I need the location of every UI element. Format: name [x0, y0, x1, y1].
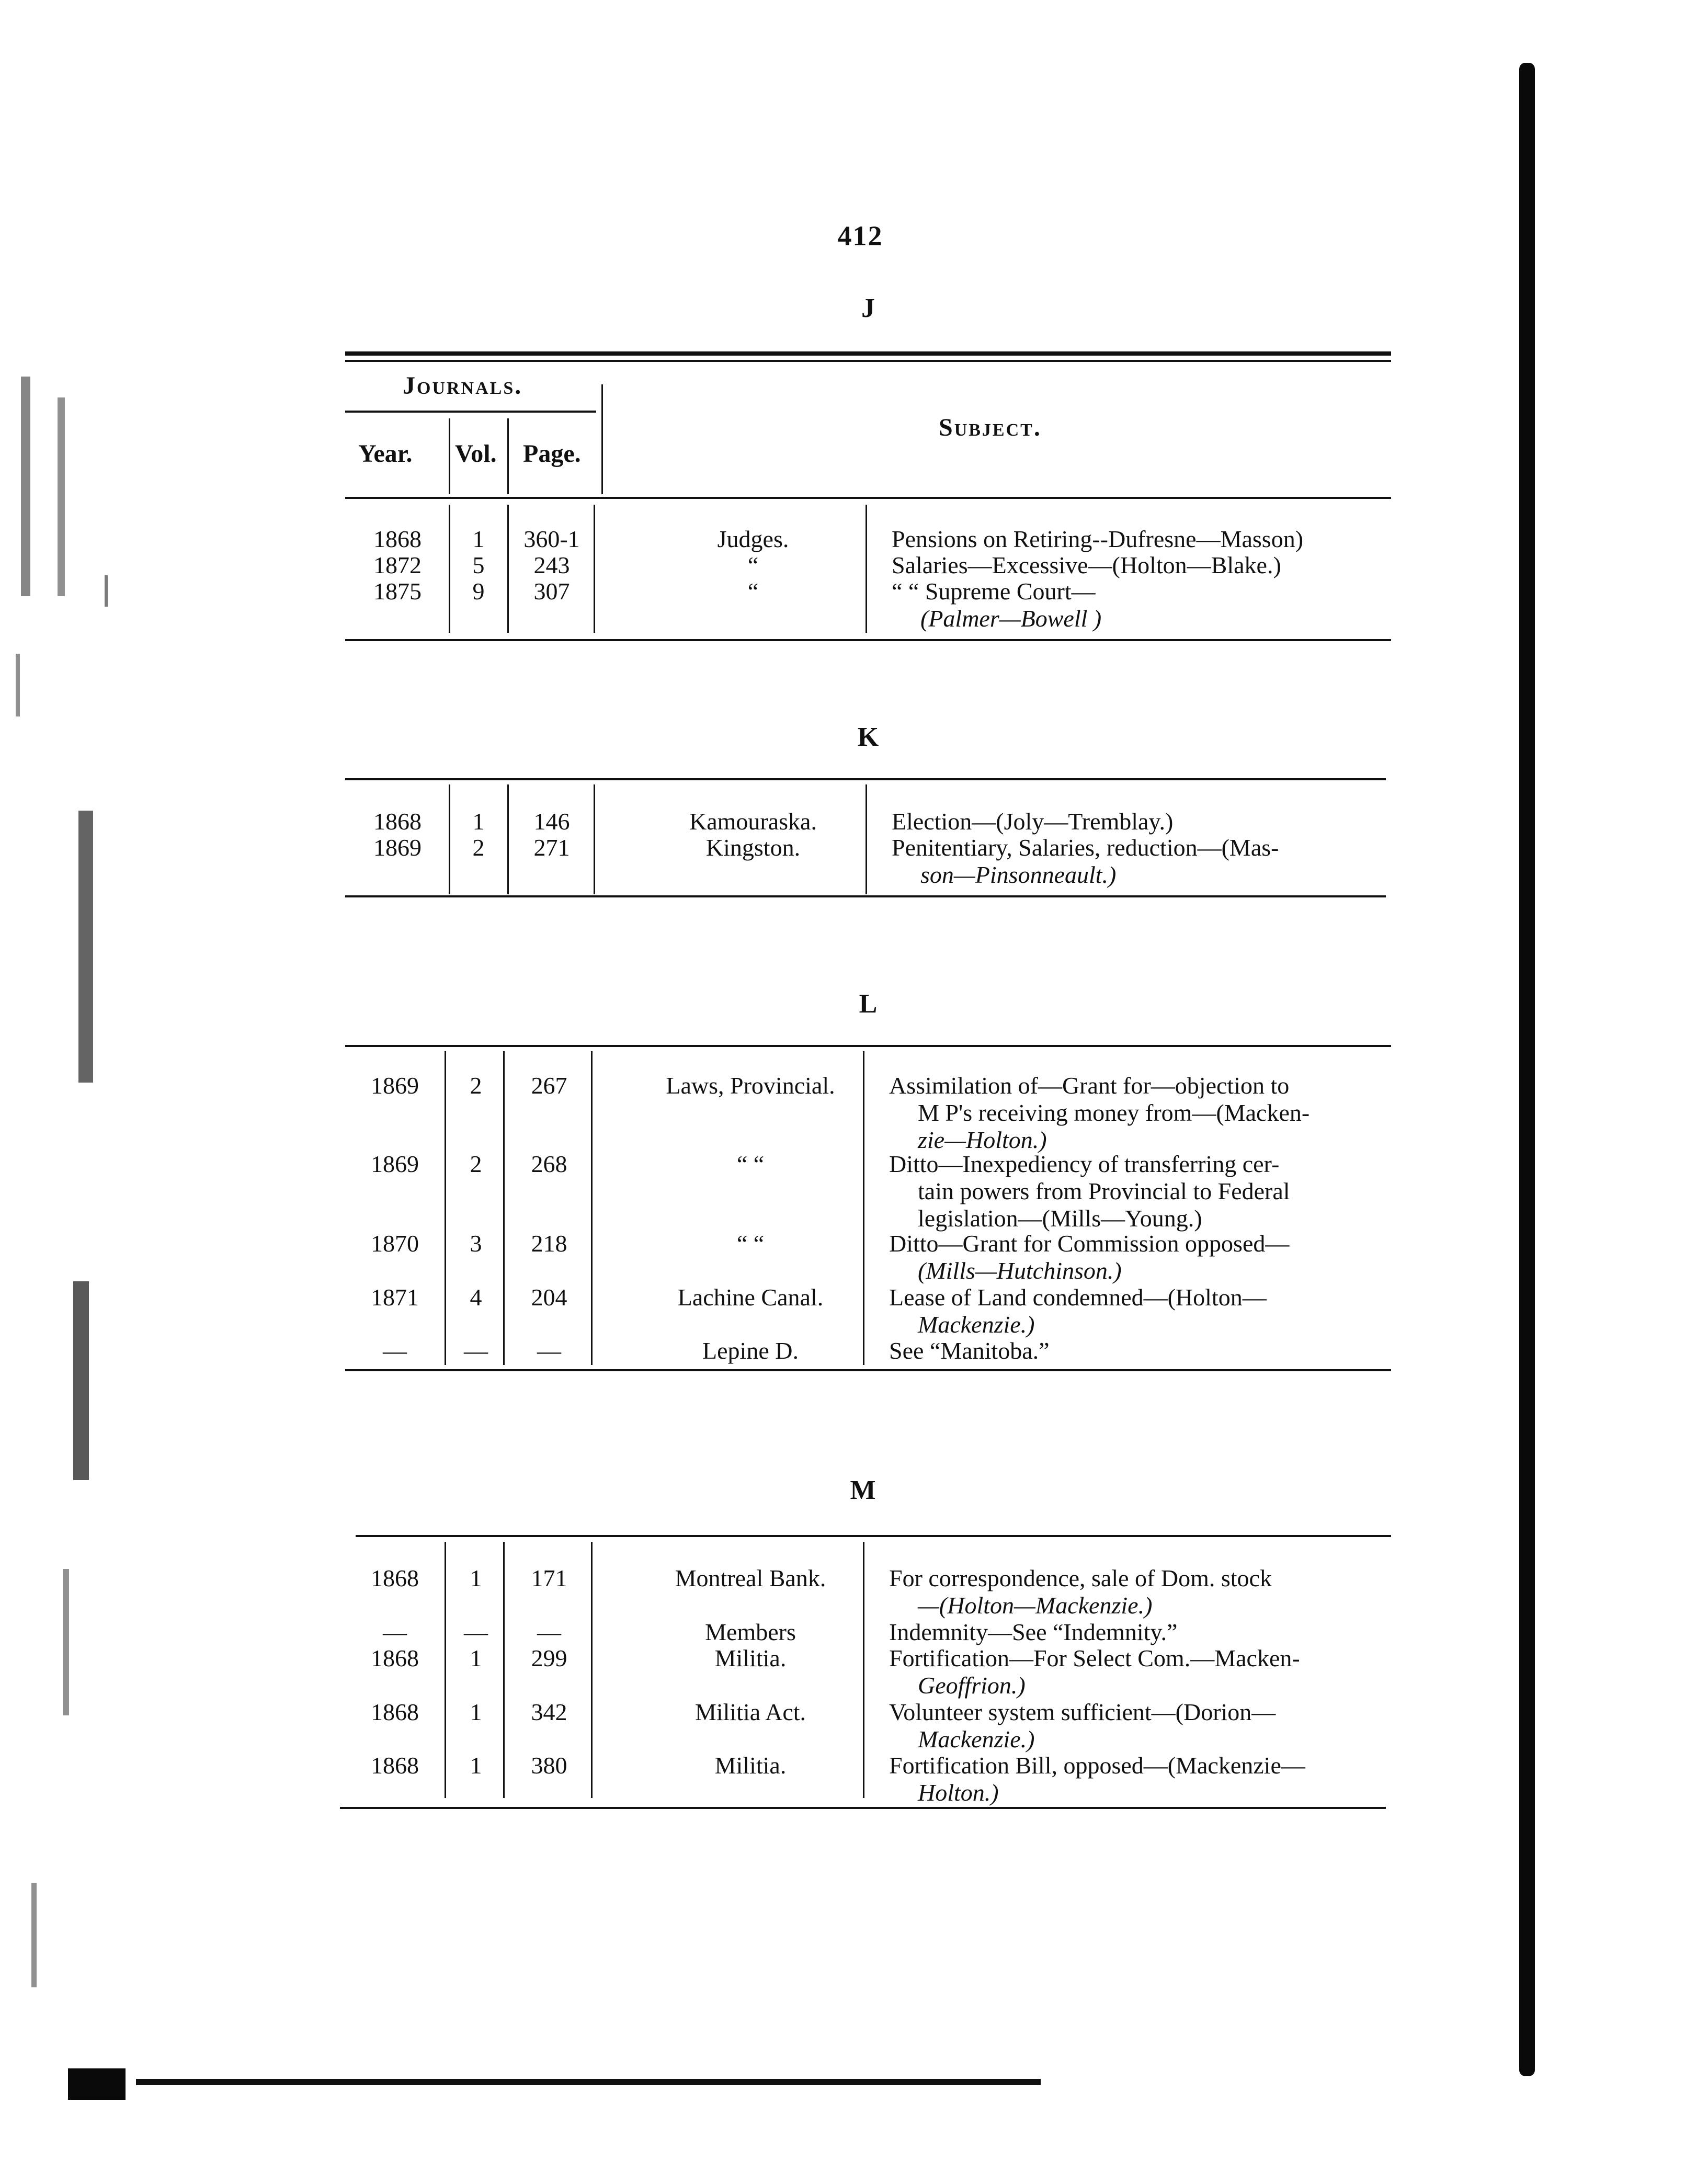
bottom-scan-block — [68, 2068, 126, 2100]
subject-cell — [889, 1565, 1428, 1619]
section-bottom-rule — [340, 1807, 1386, 1809]
title-cell: Militia Act. — [694, 1699, 806, 1725]
column-divider — [445, 1542, 446, 1798]
year-cell: 1868 — [371, 1565, 419, 1591]
page-cell: 204 — [531, 1284, 567, 1311]
section-letter-k: K — [857, 722, 879, 752]
column-divider — [449, 784, 450, 894]
column-divider — [445, 1051, 446, 1365]
year-cell: 1872 — [373, 552, 422, 578]
vol-cell: 5 — [472, 552, 485, 578]
title-cell: Lepine D. — [702, 1337, 799, 1364]
subject-continuation: Mackenzie.) — [918, 1311, 1035, 1338]
top-double-rule — [345, 351, 1391, 356]
section-top-rule — [345, 1045, 1391, 1047]
page-cell: 218 — [531, 1230, 567, 1257]
page-cell: 380 — [531, 1752, 567, 1779]
section-bottom-rule — [345, 639, 1391, 641]
subject-cell — [892, 578, 1430, 632]
vol-cell: 4 — [470, 1284, 482, 1311]
subject-line: “ “ Supreme Court— — [892, 578, 1096, 605]
year-cell: 1868 — [371, 1752, 419, 1779]
title-cell: Judges. — [717, 526, 789, 552]
subject-cell: See “Manitoba.” — [889, 1337, 1050, 1364]
page-cell: 307 — [533, 578, 570, 605]
title-cell: Kamouraska. — [689, 808, 817, 835]
page-number: 412 — [837, 220, 883, 252]
subject-line: Ditto—Inexpediency of transferring cer- — [889, 1151, 1280, 1177]
title-cell: “ — [747, 578, 759, 605]
title-cell: Militia. — [714, 1752, 787, 1779]
section-letter-j: J — [861, 293, 875, 323]
subject-cell: Election—(Joly—Tremblay.) — [892, 808, 1174, 835]
header-vol: Vol. — [455, 440, 497, 468]
subject-continuation: (Mills—Hutchinson.) — [918, 1257, 1122, 1284]
column-divider — [594, 505, 595, 633]
title-cell: Militia. — [714, 1645, 787, 1671]
year-cell: 1870 — [371, 1230, 419, 1257]
column-divider — [591, 1051, 593, 1365]
vol-cell: — — [464, 1619, 488, 1645]
subject-continuation: son—Pinsonneault.) — [920, 861, 1117, 888]
subject-line: Fortification Bill, opposed—(Mackenzie— — [889, 1752, 1305, 1779]
vol-cell: 1 — [472, 526, 485, 552]
year-cell: 1875 — [373, 578, 422, 605]
vol-cell: 1 — [472, 808, 485, 835]
header-journals: Journals. — [403, 372, 523, 400]
year-cell: 1869 — [371, 1072, 419, 1099]
subject-continuation: Mackenzie.) — [918, 1726, 1035, 1753]
subject-cell — [892, 834, 1430, 889]
vol-cell: 2 — [470, 1151, 482, 1177]
vol-cell: 3 — [470, 1230, 482, 1257]
subject-line: Assimilation of—Grant for—objection to — [889, 1072, 1290, 1099]
subject-line: Lease of Land condemned—(Holton— — [889, 1284, 1267, 1311]
year-cell: 1868 — [371, 1645, 419, 1671]
vol-cell: — — [464, 1337, 488, 1364]
title-cell: Members — [705, 1619, 796, 1645]
title-cell: Laws, Provincial. — [666, 1072, 835, 1099]
subject-cell: Salaries—Excessive—(Holton—Blake.) — [892, 552, 1281, 578]
column-divider — [503, 1542, 505, 1798]
vol-cell: 1 — [470, 1645, 482, 1671]
subject-line: Fortification—For Select Com.—Macken- — [889, 1645, 1300, 1671]
year-cell: 1871 — [371, 1284, 419, 1311]
vol-cell: 2 — [470, 1072, 482, 1099]
column-divider — [591, 1542, 593, 1798]
section-top-rule — [356, 1535, 1391, 1537]
year-cell: — — [383, 1337, 407, 1364]
subject-cell: Pensions on Retiring--Dufresne—Masson) — [892, 526, 1304, 552]
column-divider — [594, 784, 595, 894]
title-cell: “ “ — [736, 1230, 765, 1257]
vol-cell: 9 — [472, 578, 485, 605]
section-letter-l: L — [859, 989, 878, 1019]
subject-continuation: tain powers from Provincial to Federal — [918, 1178, 1290, 1204]
subject-line: Ditto—Grant for Commission opposed— — [889, 1230, 1290, 1257]
scan-margin-noise — [0, 0, 136, 2170]
header-divider — [601, 384, 603, 494]
subject-cell — [889, 1230, 1428, 1284]
header-year: Year. — [358, 440, 413, 468]
year-cell: 1868 — [373, 526, 422, 552]
header-subject: Subject. — [939, 414, 1042, 441]
vol-cell: 1 — [470, 1699, 482, 1725]
page-cell: 171 — [531, 1565, 567, 1591]
page-cell: 267 — [531, 1072, 567, 1099]
header-divider — [507, 418, 509, 494]
year-cell: 1868 — [371, 1699, 419, 1725]
subject-continuation: zie—Holton.) — [918, 1127, 1047, 1153]
year-cell: — — [383, 1619, 407, 1645]
subject-cell — [889, 1284, 1428, 1338]
subject-cell — [889, 1151, 1428, 1232]
header-bottom-rule — [345, 497, 1391, 499]
subject-cell — [889, 1072, 1428, 1154]
section-bottom-rule — [345, 895, 1386, 897]
top-rule-second — [345, 360, 1391, 362]
section-bottom-rule — [345, 1369, 1391, 1371]
page-cell: 342 — [531, 1699, 567, 1725]
section-letter-m: M — [850, 1475, 876, 1505]
subject-continuation: M P's receiving money from—(Macken- — [918, 1099, 1310, 1126]
subject-continuation: Holton.) — [918, 1779, 999, 1806]
scan-noise-graphic — [0, 0, 136, 2170]
page-cell: — — [537, 1619, 561, 1645]
subject-line: Penitentiary, Salaries, reduction—(Mas- — [892, 834, 1279, 861]
column-divider — [449, 505, 450, 633]
title-cell: “ — [747, 552, 759, 578]
title-cell: Montreal Bank. — [675, 1565, 826, 1591]
page-cell: 146 — [533, 808, 570, 835]
binding-edge-shadow — [1519, 63, 1535, 2076]
column-divider — [507, 784, 509, 894]
subject-cell: Indemnity—See “Indemnity.” — [889, 1619, 1178, 1645]
year-cell: 1869 — [373, 834, 422, 861]
subject-line: For correspondence, sale of Dom. stock — [889, 1565, 1272, 1591]
page-cell: — — [537, 1337, 561, 1364]
bottom-scan-rule — [136, 2079, 1041, 2085]
subject-cell — [889, 1752, 1428, 1806]
title-cell: “ “ — [736, 1151, 765, 1177]
column-divider — [507, 505, 509, 633]
journals-underline — [345, 411, 596, 413]
page-cell: 299 — [531, 1645, 567, 1671]
subject-continuation: Geoffrion.) — [918, 1672, 1026, 1699]
page-cell: 360-1 — [523, 526, 580, 552]
year-cell: 1869 — [371, 1151, 419, 1177]
year-cell: 1868 — [373, 808, 422, 835]
subject-cell — [889, 1645, 1428, 1699]
page-cell: 268 — [531, 1151, 567, 1177]
subject-continuation: legislation—(Mills—Young.) — [918, 1205, 1202, 1232]
header-page: Page. — [523, 440, 581, 468]
subject-continuation: —(Holton—Mackenzie.) — [918, 1592, 1153, 1619]
vol-cell: 1 — [470, 1752, 482, 1779]
subject-continuation: (Palmer—Bowell ) — [920, 605, 1102, 632]
subject-line: Volunteer system sufficient—(Dorion— — [889, 1699, 1276, 1725]
subject-cell — [889, 1699, 1428, 1753]
vol-cell: 2 — [472, 834, 485, 861]
section-top-rule — [345, 778, 1386, 780]
header-divider — [449, 418, 450, 494]
column-divider — [503, 1051, 505, 1365]
page-cell: 243 — [533, 552, 570, 578]
page-cell: 271 — [533, 834, 570, 861]
title-cell: Lachine Canal. — [677, 1284, 824, 1311]
vol-cell: 1 — [470, 1565, 482, 1591]
title-cell: Kingston. — [705, 834, 801, 861]
